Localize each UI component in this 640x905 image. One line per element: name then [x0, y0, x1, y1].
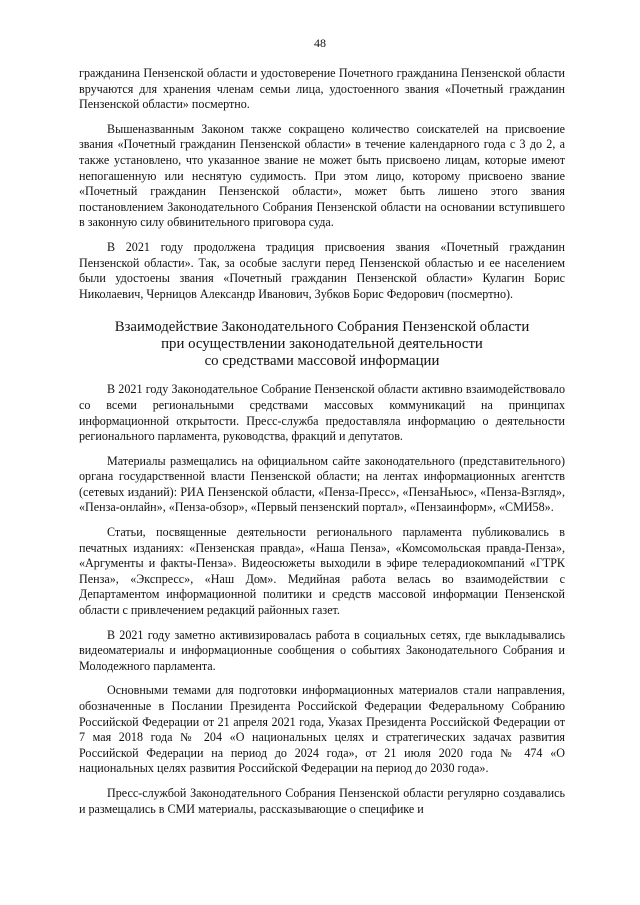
paragraph: Основными темами для подготовки информационных материалов стали направления, обозначенные в Послании Президента Российской Федерации Федеральному Собранию Российской Федерации от 21 апреля 2021 года, Указах Президента Российской Федерации от 7 мая 2018 года № 204 «О национальных целях и стратегических задачах развития Российской Федерации на период до 2024 года», от 21 июля 2020 года № 474 «О национальных целях развития Российской Федерации на период до 2030 года».	[79, 683, 565, 776]
paragraph: Вышеназванным Законом также сокращено количество соискателей на присвоение звания «Почетный гражданин Пензенской области» в течение календарного года с 3 до 2, а также установлено, что указанное звание не может быть присвоено лицам, которые имеют непогашенную или неснятую судимость. При этом лицо, которому присвоено звание «Почетный гражданин Пензенской области», может быть лишено этого звания постановлением Законодательного Собрания Пензенской области на основании вступившего в законную силу обвинительного приговора суда.	[79, 121, 565, 230]
paragraph: Материалы размещались на официальном сайте законодательного (представительного) органа государственной власти Пензенской области; на лентах информационных агентств (сетевых изданий): РИА Пензенской области, «Пенза-Пресс», «ПензаНьюс», «Пенза-Взгляд», «Пенза-онлайн», «Пенза-обзор», «Первый пензенский портал», «Пензаинформ», «СМИ58».	[79, 453, 565, 515]
paragraph: В 2021 году продолжена традиция присвоения звания «Почетный гражданин Пензенской области». Так, за особые заслуги перед Пензенской областью и ее населением были удостоены звания «Почетный гражданин Пензенской области» Кулагин Борис Николаевич, Черницов Александр Иванович, Зубков Борис Федорович (посмертно).	[79, 239, 565, 301]
section-heading-line: при осуществлении законодательной деятельности	[161, 336, 483, 353]
paragraph: В 2021 году Законодательное Собрание Пензенской области активно взаимодействовало со всеми региональными средствами массовых коммуникаций на принципах информационной открытости. Пресс-служба предоставляла информацию о деятельности регионального парламента, руководства, фракций и депутатов.	[79, 382, 565, 444]
paragraph: гражданина Пензенской области и удостоверение Почетного гражданина Пензенской области вручаются для хранения членам семьи лица, удостоенного звания «Почетный гражданин Пензенской области» посмертно.	[79, 66, 565, 112]
section-heading-line: Взаимодействие Законодательного Собрания Пензенской области	[114, 319, 530, 336]
page-body	[79, 66, 565, 826]
section-heading	[79, 319, 565, 370]
paragraph: Пресс-службой Законодательного Собрания Пензенской области регулярно создавались и размещались в СМИ материалы, рассказывающие о специфике и	[79, 785, 565, 816]
section-heading-line: со средствами массовой информации	[204, 353, 440, 370]
page-number: 48	[314, 36, 326, 50]
paragraph: Статьи, посвященные деятельности регионального парламента публиковались в печатных изданиях: «Пензенская правда», «Наша Пенза», «Комсомольская правда-Пенза», «Аргументы и факты-Пенза». Видеосюжеты выходили в эфире телерадиокомпаний «ГТРК Пенза», «Экспресс», «Наш Дом». Медийная работа велась во взаимодействии с Департаментом информационной политики и средств массовой информации Пензенской области с привлечением редакций районных газет.	[79, 525, 565, 618]
paragraph: В 2021 году заметно активизировалась работа в социальных сетях, где выкладывались видеоматериалы и информационные сообщения о событиях Законодательного Собрания и Молодежного парламента.	[79, 627, 565, 673]
